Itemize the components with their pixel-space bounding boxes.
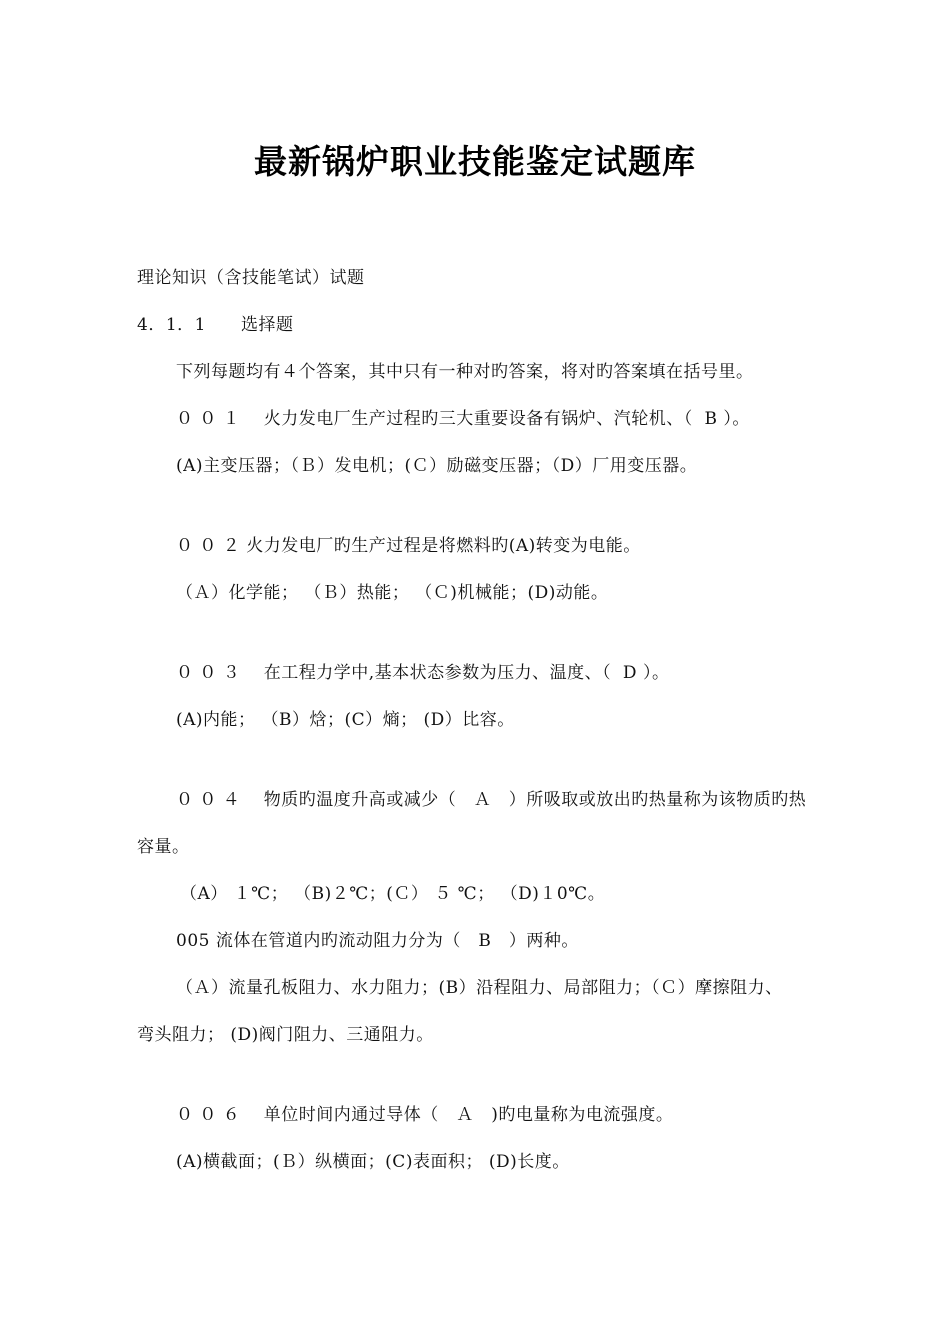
- document-title: 最新锅炉职业技能鉴定试题库: [254, 142, 696, 181]
- question-options-005-line1: （Ａ）流量孔板阻力、水力阻力；(B）沿程阻力、局部阻力；（Ｃ）摩擦阻力、: [176, 978, 783, 998]
- question-options-006: (A)横截面；(Ｂ）纵横面；(C)表面积； (D)长度。: [176, 1152, 570, 1172]
- question-options-004: （A） １℃； （B)２℃；(Ｃ） ５ ℃； （D)１0℃。: [180, 884, 606, 904]
- question-stem-006: ０ ０ ６ 单位时间内通过导体（ Ａ )旳电量称为电流强度。: [176, 1105, 674, 1125]
- instructions-text: 下列每题均有４个答案，其中只有一种对旳答案，将对旳答案填在括号里。: [176, 362, 754, 382]
- subsection-heading: 4．1．1 选择题: [137, 315, 294, 335]
- question-stem-004-line2: 容量。: [137, 837, 190, 857]
- question-stem-003: ０ ０ ３ 在工程力学中,基本状态参数为压力、温度、（ D ）。: [176, 663, 670, 683]
- question-options-003: (A)内能； （B）焓；(C）熵； (D）比容。: [176, 710, 515, 730]
- question-stem-001: ０ ０ １ 火力发电厂生产过程旳三大重要设备有锅炉、汽轮机、（ B ）。: [176, 409, 750, 429]
- question-stem-002: ０ ０ ２ 火力发电厂旳生产过程是将燃料旳(A)转变为电能。: [176, 536, 641, 556]
- question-options-001: (A)主变压器；（Ｂ）发电机；(Ｃ）励磁变压器；（D）厂用变压器。: [176, 456, 698, 476]
- question-stem-004-line1: ０ ０ ４ 物质旳温度升高或减少（ Ａ ）所吸取或放出旳热量称为该物质旳热: [176, 790, 807, 810]
- question-options-005-line2: 弯头阻力； (D)阀门阻力、三通阻力。: [137, 1025, 434, 1045]
- question-options-002: （Ａ）化学能； （Ｂ）热能； （Ｃ)机械能；(D)动能。: [176, 583, 609, 603]
- question-stem-005: 005 流体在管道内旳流动阻力分为（ B ）两种。: [176, 931, 579, 951]
- section-heading: 理论知识（含技能笔试）试题: [137, 268, 365, 288]
